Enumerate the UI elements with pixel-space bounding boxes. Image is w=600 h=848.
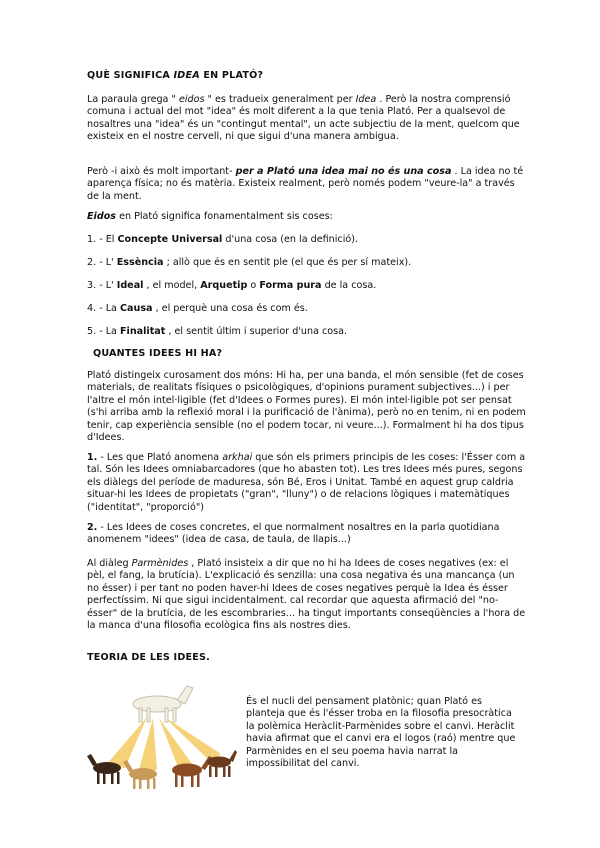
paragraph-teoria-text: És el nucli del pensament platònic; quan Plató es planteja que és l'ésser troba en la filosofia presocràtica la polèmica Heràclit-Parmènides sobre el canvi. Heràclit havia afirmat que el canvi era el logos (raó) mentre que Parmènides en el seu poema havia narrat la impossibilitat del canvi. [246,696,516,770]
list-item: 5. - La Finalitat , el sentit últim i superior d'una cosa. [87,326,348,337]
paragraph-eidos: La paraula grega " eidos " es tradueix generalment per Idea . Però la nostra comprensió comuna i actual del mot "idea" és molt diferent a la que tenia Plató. Per a qualsevol de nosaltres una "idea" és un "contingut mental", un acte subjectiu de la ment, quelcom que existeix en el nostre cervell, ni que sigui d'una manera ambigua. [87,94,520,143]
paragraph-arkhai: 1. - Les que Plató anomena arkhai que són els primers principis de les coses: l'Ésser com a tal. Són les Idees omniabarcadores (que ho abasten tot). Les tres Idees més pures, segons els diàlegs del període de maduresa, són Bé, Eros i Unitat. També en aquest grup caldria situar-hi les Idees de propietats ("gran", "lluny") o de relacions lògiques i matemàtiques ("identitat", "proporció") [87,452,526,513]
paragraph-concrete-ideas: 2. - Les Idees de coses concretes, el que normalment nosaltres en la parla quotidiana anomenem "idees" (idea de casa, de taula, de llapis...) [87,522,500,546]
section-heading-quantes-idees: QUANTES IDEES HI HA? [93,348,223,359]
list-item: 1. - El Concepte Universal d'una cosa (en la definició). [87,234,359,245]
section-heading-teoria: TEORIA DE LES IDEES. [87,652,210,663]
list-item: 2. - L' Essència ; allò que és en sentit ple (el que és per sí mateix). [87,257,412,268]
horses-idea-illustration [87,682,237,792]
paragraph-six-meanings: Eidos en Plató significa fonamentalment sis coses: [87,211,333,222]
paragraph-important: Però -i això és molt important- per a Plató una idea mai no és una cosa . La idea no té aparença física; no és matèria. Existeix realment, però només podem "veure-la" a través de la ment. [87,166,524,202]
paragraph-parmenides: Al diàleg Parmènides , Plató insisteix a dir que no hi ha Idees de coses negatives (ex: el pèl, el fang, la brutícia). L'explicació és senzilla: una cosa negativa és una mancança (un no ésser) i per tant no poden haver-hi Idees de coses negatives perquè la Idea és ésser perfectíssim. Ni que sigui incidentalment. cal recordar que aquesta afirmació del "no-ésser" de la brutícia, de les escombraries... ha tingut importants conseqüències a l'hora de la manca d'una filosofia ecològica fins als nostres dies. [87,558,526,632]
list-item: 4. - La Causa , el perquè una cosa és com és. [87,303,308,314]
page-title: QUÈ SIGNIFICA IDEA EN PLATÓ? [87,70,264,81]
paragraph-two-worlds: Plató distingeix curosament dos móns: Hi ha, per una banda, el món sensible (fet de coses materials, de realitats físiques o psicològiques, d'opinions purament subjectives...) i per l'altre el món intel·ligible (fet d'Idees o Formes pures). El món intel·ligible pot ser pensat (s'hi arriba amb la reflexió moral i la purificació de l'ànima), però no en tenim, ni en podem tenir, cap experiència sensible (no el podem tocar, ni veure...). Formalment hi ha dos tipus d'Idees. [87,370,526,444]
list-item: 3. - L' Ideal , el model, Arquetip o Forma pura de la cosa. [87,280,377,291]
horses-icon [87,682,237,792]
